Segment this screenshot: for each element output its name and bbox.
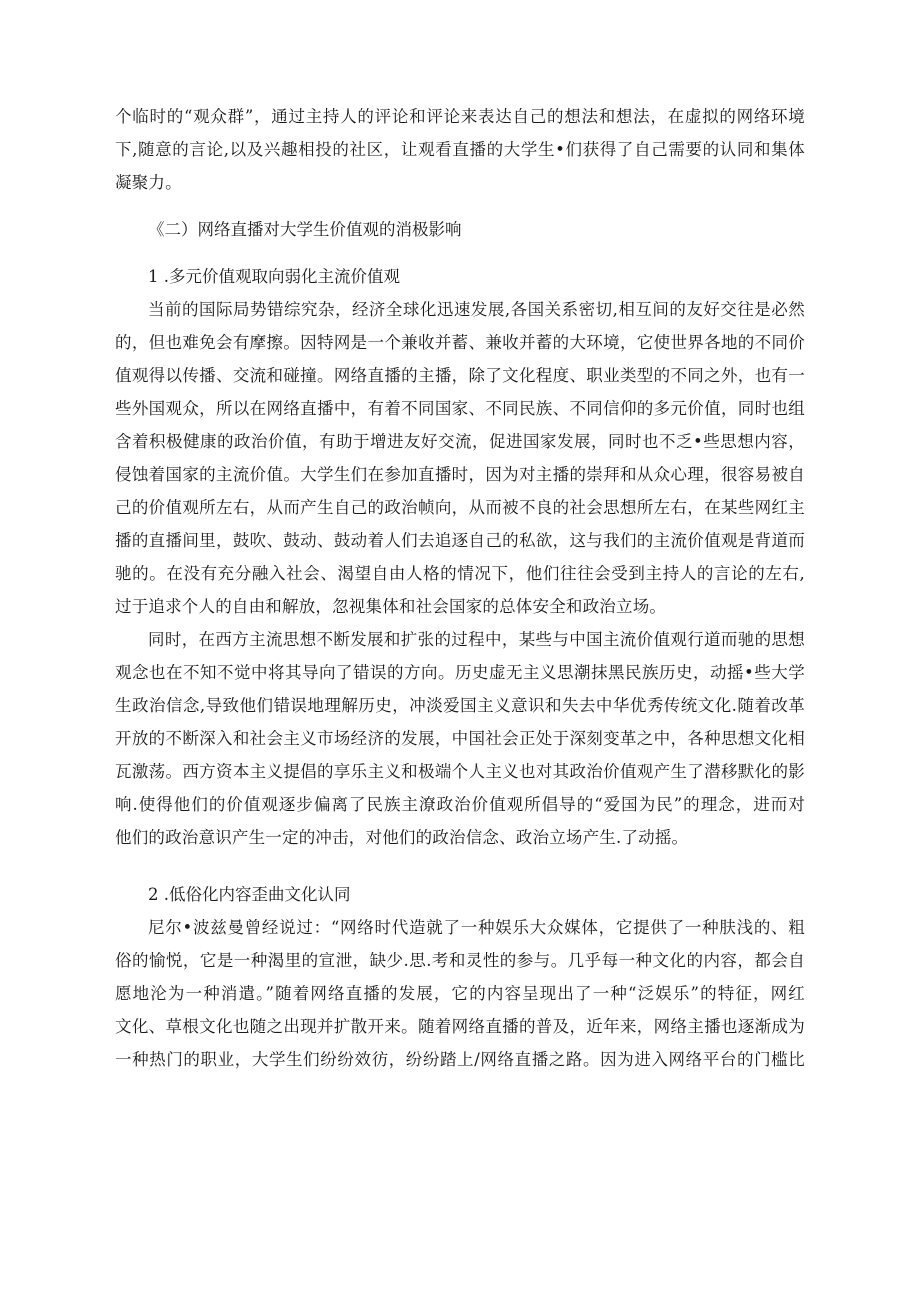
- text-line: 过于追求个人的自由和解放，忽视集体和社会国家的总体安全和政治立场。: [115, 597, 667, 616]
- paragraph-2: [115, 623, 805, 854]
- paragraph-1: [115, 293, 805, 623]
- text-line: 驰的。在没有充分融入社会、渴望自由人格的情况下，他们往往会受到主持人的言论的左右,: [115, 564, 805, 583]
- text-line: 同时，在西方主流思想不断发展和扩张的过程中，某些与中国主流价值观行道而驰的思想: [148, 630, 805, 649]
- text-line: 含着积极健康的政治价值，有助于增进友好交流，促进国家发展，同时也不乏•些思想内容，: [115, 432, 805, 451]
- text-line: 俗的愉悦，它是一种渴里的宣泄，缺少.思.考和灵性的参与。几乎每一种文化的内容，都会自: [115, 951, 805, 970]
- subsection-heading-1: 1 .多元价值观取向弱化主流价值观: [148, 267, 400, 286]
- text-line: 文化、草根文化也随之出现并扩散开来。随着网络直播的普及，近年来，网络主播也逐渐成为: [115, 1017, 805, 1036]
- text-line: 个临时的“观众群”，通过主持人的评论和评论来表达自己的想法和想法，在虚拟的网络环境: [115, 107, 805, 126]
- text-line: 侵蚀着国家的主流价值。大学生们在参加直播时，因为对主播的崇拜和从众心理，很容易被自: [115, 465, 805, 484]
- text-line: 己的价值观所左右，从而产生自己的政治帧向，从而被不良的社会思想所左右，在某些网红主: [115, 498, 805, 517]
- text-line: 凝聚力。: [115, 173, 182, 192]
- text-line: 下,随意的言论,以及兴趣相投的社区，让观看直播的大学生•们获得了自己需要的认同和集体: [115, 140, 805, 159]
- text-line: 瓦激荡。西方资本主义提倡的享乐主义和极端个人主义也对其政治价值观产生了潜移默化的影: [115, 762, 805, 781]
- text-line: 愿地沦为一种消遣。”随着网络直播的发展，它的内容呈现出了一种“泛娱乐”的特征，网红: [115, 984, 805, 1003]
- section-heading: 《二）网络直播对大学生价值观的消极影响: [148, 220, 462, 239]
- text-line: 些外国观众，所以在网络直播中，有着不同国家、不同民族、不同信仰的多元价值，同时也组: [115, 399, 805, 418]
- text-line: 播的直播间里，鼓吹、鼓动、鼓动着人们去追逐自己的私欲，这与我们的主流价值观是背道而: [115, 531, 805, 550]
- text-line: 开放的不断深入和社会主义市场经济的发展，中国社会正处于深刻变革之中，各种思想文化相: [115, 729, 805, 748]
- text-line: 值观得以传播、交流和碰撞。网络直播的主播，除了文化程度、职业类型的不同之外，也有一: [115, 366, 805, 385]
- text-line: 他们的政治意识产生一定的冲击，对他们的政治信念、政治立场产生.了动摇。: [115, 828, 689, 847]
- text-line: 观念也在不知不觉中将其导向了错误的方向。历史虚无主义思潮抹黑民族历史，动摇•些大学: [115, 663, 805, 682]
- paragraph-3: [115, 911, 805, 1076]
- text-line: 尼尔•波兹曼曾经说过：“网络时代造就了一种娱乐大众媒体，它提供了一种肤浅的、粗: [148, 918, 805, 937]
- text-line: 生政治信念,导致他们错误地理解历史，冲淡爱国主义意识和失去中华优秀传统文化.随着改革: [115, 696, 805, 715]
- document-page: [115, 100, 805, 1076]
- text-line: 一种热门的职业，大学生们纷纷效彷，纷纷踏上/网络直播之路。因为进入网络平台的门槛比: [115, 1050, 805, 1069]
- paragraph-continuation: [115, 100, 805, 199]
- subsection-heading-2: 2 .低俗化内容歪曲文化认同: [148, 885, 351, 904]
- text-line: 当前的国际局势错综究杂，经济全球化迅速发展,各国关系密切,相互间的友好交往是必然: [148, 300, 805, 319]
- text-line: 响.使得他们的价值观逐步偏离了民族主潦政治价值观所倡导的“爱国为民”的理念，进而对: [115, 795, 805, 814]
- text-line: 的，但也难免会有摩擦。因特网是一个兼收并蓄、兼收并蓄的大环境，它使世界各地的不同价: [115, 333, 805, 352]
